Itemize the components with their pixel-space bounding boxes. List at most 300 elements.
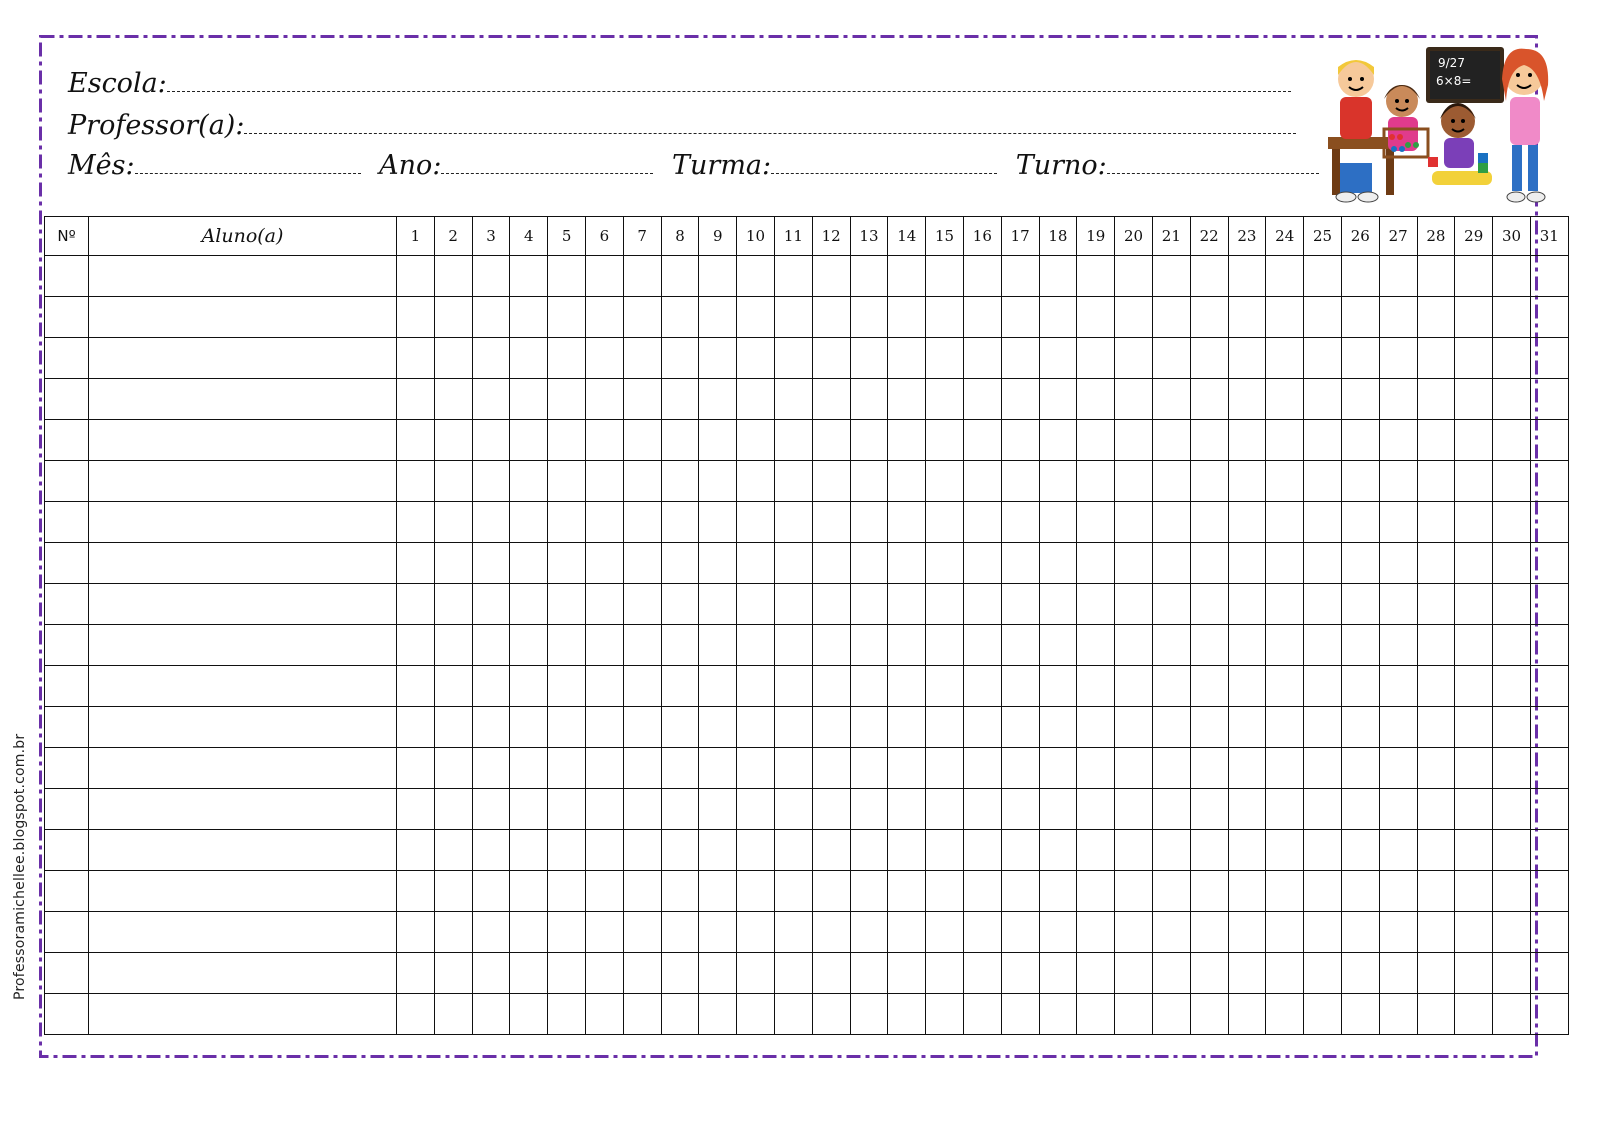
attendance-cell[interactable] <box>1190 420 1228 461</box>
attendance-cell[interactable] <box>1228 502 1266 543</box>
attendance-cell[interactable] <box>1077 543 1115 584</box>
attendance-cell[interactable] <box>1077 625 1115 666</box>
student-name-cell[interactable] <box>89 748 397 789</box>
attendance-cell[interactable] <box>926 379 964 420</box>
number-cell[interactable] <box>45 420 89 461</box>
attendance-cell[interactable] <box>963 502 1001 543</box>
attendance-cell[interactable] <box>585 953 623 994</box>
attendance-cell[interactable] <box>1001 666 1039 707</box>
attendance-cell[interactable] <box>585 461 623 502</box>
attendance-cell[interactable] <box>812 953 850 994</box>
attendance-cell[interactable] <box>510 666 548 707</box>
attendance-cell[interactable] <box>1039 748 1077 789</box>
attendance-cell[interactable] <box>1304 502 1342 543</box>
attendance-cell[interactable] <box>1530 830 1568 871</box>
student-name-cell[interactable] <box>89 707 397 748</box>
attendance-cell[interactable] <box>1152 584 1190 625</box>
attendance-cell[interactable] <box>1493 256 1531 297</box>
attendance-cell[interactable] <box>1115 830 1153 871</box>
student-name-cell[interactable] <box>89 953 397 994</box>
attendance-cell[interactable] <box>812 707 850 748</box>
attendance-cell[interactable] <box>888 379 926 420</box>
number-cell[interactable] <box>45 871 89 912</box>
attendance-cell[interactable] <box>963 338 1001 379</box>
attendance-cell[interactable] <box>1379 379 1417 420</box>
attendance-cell[interactable] <box>1001 420 1039 461</box>
attendance-cell[interactable] <box>737 420 775 461</box>
attendance-cell[interactable] <box>1077 789 1115 830</box>
attendance-cell[interactable] <box>1304 256 1342 297</box>
attendance-cell[interactable] <box>1152 994 1190 1035</box>
attendance-cell[interactable] <box>1001 748 1039 789</box>
attendance-cell[interactable] <box>1152 543 1190 584</box>
attendance-cell[interactable] <box>1152 256 1190 297</box>
professor-field[interactable] <box>244 111 1296 134</box>
attendance-cell[interactable] <box>1152 707 1190 748</box>
attendance-cell[interactable] <box>1077 871 1115 912</box>
attendance-cell[interactable] <box>1115 625 1153 666</box>
attendance-cell[interactable] <box>1190 830 1228 871</box>
attendance-cell[interactable] <box>472 379 510 420</box>
attendance-cell[interactable] <box>1077 912 1115 953</box>
attendance-cell[interactable] <box>737 994 775 1035</box>
attendance-cell[interactable] <box>926 994 964 1035</box>
attendance-cell[interactable] <box>812 543 850 584</box>
attendance-cell[interactable] <box>623 625 661 666</box>
attendance-cell[interactable] <box>585 789 623 830</box>
attendance-cell[interactable] <box>1493 953 1531 994</box>
attendance-cell[interactable] <box>548 625 586 666</box>
attendance-cell[interactable] <box>661 461 699 502</box>
attendance-cell[interactable] <box>1417 707 1455 748</box>
attendance-cell[interactable] <box>1530 666 1568 707</box>
attendance-cell[interactable] <box>1417 830 1455 871</box>
attendance-cell[interactable] <box>1417 789 1455 830</box>
attendance-cell[interactable] <box>1152 871 1190 912</box>
turma-field[interactable] <box>771 151 997 174</box>
attendance-cell[interactable] <box>926 256 964 297</box>
attendance-cell[interactable] <box>1001 789 1039 830</box>
attendance-cell[interactable] <box>1039 502 1077 543</box>
attendance-cell[interactable] <box>548 994 586 1035</box>
attendance-cell[interactable] <box>472 912 510 953</box>
attendance-cell[interactable] <box>434 297 472 338</box>
attendance-cell[interactable] <box>1341 256 1379 297</box>
student-name-cell[interactable] <box>89 338 397 379</box>
attendance-cell[interactable] <box>1493 584 1531 625</box>
attendance-cell[interactable] <box>1228 256 1266 297</box>
attendance-cell[interactable] <box>1115 543 1153 584</box>
attendance-cell[interactable] <box>1266 994 1304 1035</box>
attendance-cell[interactable] <box>1190 625 1228 666</box>
attendance-cell[interactable] <box>1530 256 1568 297</box>
attendance-cell[interactable] <box>963 871 1001 912</box>
attendance-cell[interactable] <box>699 256 737 297</box>
attendance-cell[interactable] <box>434 256 472 297</box>
attendance-cell[interactable] <box>1379 666 1417 707</box>
attendance-cell[interactable] <box>926 953 964 994</box>
attendance-cell[interactable] <box>1379 625 1417 666</box>
attendance-cell[interactable] <box>774 379 812 420</box>
attendance-cell[interactable] <box>699 666 737 707</box>
attendance-cell[interactable] <box>1228 748 1266 789</box>
attendance-cell[interactable] <box>510 789 548 830</box>
attendance-cell[interactable] <box>1115 953 1153 994</box>
attendance-cell[interactable] <box>623 666 661 707</box>
attendance-cell[interactable] <box>1190 707 1228 748</box>
attendance-cell[interactable] <box>548 953 586 994</box>
attendance-cell[interactable] <box>774 256 812 297</box>
attendance-cell[interactable] <box>661 994 699 1035</box>
attendance-cell[interactable] <box>1304 666 1342 707</box>
attendance-cell[interactable] <box>510 420 548 461</box>
attendance-cell[interactable] <box>812 584 850 625</box>
attendance-cell[interactable] <box>774 994 812 1035</box>
student-name-cell[interactable] <box>89 543 397 584</box>
attendance-cell[interactable] <box>1115 420 1153 461</box>
attendance-cell[interactable] <box>1341 420 1379 461</box>
attendance-cell[interactable] <box>1152 830 1190 871</box>
attendance-cell[interactable] <box>1304 953 1342 994</box>
attendance-cell[interactable] <box>1266 789 1304 830</box>
attendance-cell[interactable] <box>472 625 510 666</box>
attendance-cell[interactable] <box>585 338 623 379</box>
attendance-cell[interactable] <box>1493 502 1531 543</box>
attendance-cell[interactable] <box>1077 338 1115 379</box>
attendance-cell[interactable] <box>1266 871 1304 912</box>
attendance-cell[interactable] <box>1190 994 1228 1035</box>
attendance-cell[interactable] <box>1379 420 1417 461</box>
attendance-cell[interactable] <box>1455 502 1493 543</box>
attendance-cell[interactable] <box>850 871 888 912</box>
attendance-cell[interactable] <box>1266 953 1304 994</box>
attendance-cell[interactable] <box>812 625 850 666</box>
attendance-cell[interactable] <box>1228 707 1266 748</box>
attendance-cell[interactable] <box>1152 912 1190 953</box>
attendance-cell[interactable] <box>1417 584 1455 625</box>
number-cell[interactable] <box>45 625 89 666</box>
attendance-cell[interactable] <box>397 625 435 666</box>
number-cell[interactable] <box>45 707 89 748</box>
attendance-cell[interactable] <box>397 994 435 1035</box>
student-name-cell[interactable] <box>89 379 397 420</box>
attendance-cell[interactable] <box>548 502 586 543</box>
attendance-cell[interactable] <box>1077 953 1115 994</box>
attendance-cell[interactable] <box>963 994 1001 1035</box>
attendance-cell[interactable] <box>434 420 472 461</box>
attendance-cell[interactable] <box>1266 666 1304 707</box>
attendance-cell[interactable] <box>585 912 623 953</box>
attendance-cell[interactable] <box>1266 707 1304 748</box>
attendance-cell[interactable] <box>510 953 548 994</box>
attendance-cell[interactable] <box>1417 379 1455 420</box>
attendance-cell[interactable] <box>1417 297 1455 338</box>
attendance-cell[interactable] <box>548 748 586 789</box>
attendance-cell[interactable] <box>963 912 1001 953</box>
attendance-cell[interactable] <box>1152 625 1190 666</box>
attendance-cell[interactable] <box>1341 543 1379 584</box>
attendance-cell[interactable] <box>510 707 548 748</box>
attendance-cell[interactable] <box>1493 748 1531 789</box>
attendance-cell[interactable] <box>585 379 623 420</box>
attendance-cell[interactable] <box>1266 461 1304 502</box>
attendance-cell[interactable] <box>1379 707 1417 748</box>
attendance-cell[interactable] <box>1001 461 1039 502</box>
attendance-cell[interactable] <box>623 994 661 1035</box>
attendance-cell[interactable] <box>397 297 435 338</box>
attendance-cell[interactable] <box>623 584 661 625</box>
attendance-cell[interactable] <box>1341 707 1379 748</box>
attendance-cell[interactable] <box>1001 830 1039 871</box>
attendance-cell[interactable] <box>1304 789 1342 830</box>
attendance-cell[interactable] <box>1455 994 1493 1035</box>
attendance-cell[interactable] <box>1115 297 1153 338</box>
attendance-cell[interactable] <box>699 953 737 994</box>
attendance-cell[interactable] <box>1417 338 1455 379</box>
attendance-cell[interactable] <box>774 625 812 666</box>
attendance-cell[interactable] <box>623 338 661 379</box>
student-name-cell[interactable] <box>89 912 397 953</box>
attendance-cell[interactable] <box>434 584 472 625</box>
attendance-cell[interactable] <box>1417 420 1455 461</box>
attendance-cell[interactable] <box>774 871 812 912</box>
attendance-cell[interactable] <box>510 625 548 666</box>
attendance-cell[interactable] <box>1077 707 1115 748</box>
attendance-cell[interactable] <box>1115 789 1153 830</box>
attendance-cell[interactable] <box>926 420 964 461</box>
attendance-cell[interactable] <box>963 707 1001 748</box>
student-name-cell[interactable] <box>89 297 397 338</box>
attendance-cell[interactable] <box>585 666 623 707</box>
attendance-cell[interactable] <box>397 379 435 420</box>
attendance-cell[interactable] <box>472 666 510 707</box>
attendance-cell[interactable] <box>1266 256 1304 297</box>
attendance-cell[interactable] <box>699 748 737 789</box>
attendance-cell[interactable] <box>699 379 737 420</box>
attendance-cell[interactable] <box>888 912 926 953</box>
attendance-cell[interactable] <box>1379 461 1417 502</box>
attendance-cell[interactable] <box>434 543 472 584</box>
attendance-cell[interactable] <box>434 625 472 666</box>
attendance-cell[interactable] <box>926 461 964 502</box>
attendance-cell[interactable] <box>1115 994 1153 1035</box>
attendance-cell[interactable] <box>397 502 435 543</box>
attendance-cell[interactable] <box>585 502 623 543</box>
attendance-cell[interactable] <box>737 461 775 502</box>
attendance-cell[interactable] <box>699 420 737 461</box>
attendance-cell[interactable] <box>1417 543 1455 584</box>
attendance-cell[interactable] <box>1493 994 1531 1035</box>
attendance-cell[interactable] <box>1379 297 1417 338</box>
attendance-cell[interactable] <box>510 748 548 789</box>
attendance-cell[interactable] <box>1417 625 1455 666</box>
attendance-cell[interactable] <box>397 871 435 912</box>
attendance-cell[interactable] <box>1115 912 1153 953</box>
attendance-cell[interactable] <box>1341 953 1379 994</box>
attendance-cell[interactable] <box>699 707 737 748</box>
attendance-cell[interactable] <box>661 625 699 666</box>
attendance-cell[interactable] <box>472 789 510 830</box>
attendance-cell[interactable] <box>472 707 510 748</box>
attendance-cell[interactable] <box>1115 666 1153 707</box>
attendance-cell[interactable] <box>774 953 812 994</box>
attendance-cell[interactable] <box>850 625 888 666</box>
attendance-cell[interactable] <box>1530 584 1568 625</box>
attendance-cell[interactable] <box>1341 912 1379 953</box>
attendance-cell[interactable] <box>1417 871 1455 912</box>
attendance-cell[interactable] <box>1190 789 1228 830</box>
attendance-cell[interactable] <box>1190 953 1228 994</box>
attendance-cell[interactable] <box>585 748 623 789</box>
attendance-cell[interactable] <box>1493 297 1531 338</box>
escola-field[interactable] <box>167 69 1291 92</box>
attendance-cell[interactable] <box>888 256 926 297</box>
attendance-cell[interactable] <box>1341 830 1379 871</box>
attendance-cell[interactable] <box>1304 912 1342 953</box>
attendance-cell[interactable] <box>1341 338 1379 379</box>
attendance-cell[interactable] <box>1228 953 1266 994</box>
attendance-cell[interactable] <box>1493 789 1531 830</box>
attendance-cell[interactable] <box>472 297 510 338</box>
attendance-cell[interactable] <box>1115 338 1153 379</box>
number-cell[interactable] <box>45 379 89 420</box>
attendance-cell[interactable] <box>1077 420 1115 461</box>
attendance-cell[interactable] <box>1001 707 1039 748</box>
attendance-cell[interactable] <box>1077 666 1115 707</box>
attendance-cell[interactable] <box>1493 543 1531 584</box>
attendance-cell[interactable] <box>774 707 812 748</box>
attendance-cell[interactable] <box>1455 830 1493 871</box>
attendance-cell[interactable] <box>661 789 699 830</box>
attendance-cell[interactable] <box>1039 379 1077 420</box>
attendance-cell[interactable] <box>1379 871 1417 912</box>
attendance-cell[interactable] <box>1039 871 1077 912</box>
attendance-cell[interactable] <box>397 748 435 789</box>
attendance-cell[interactable] <box>1039 994 1077 1035</box>
attendance-cell[interactable] <box>850 748 888 789</box>
attendance-cell[interactable] <box>1077 994 1115 1035</box>
attendance-cell[interactable] <box>1455 871 1493 912</box>
attendance-cell[interactable] <box>850 543 888 584</box>
attendance-cell[interactable] <box>926 871 964 912</box>
attendance-cell[interactable] <box>888 789 926 830</box>
attendance-cell[interactable] <box>585 625 623 666</box>
attendance-cell[interactable] <box>812 830 850 871</box>
attendance-cell[interactable] <box>472 461 510 502</box>
student-name-cell[interactable] <box>89 502 397 543</box>
attendance-cell[interactable] <box>1304 379 1342 420</box>
attendance-cell[interactable] <box>623 707 661 748</box>
attendance-cell[interactable] <box>1190 584 1228 625</box>
attendance-cell[interactable] <box>926 297 964 338</box>
attendance-cell[interactable] <box>1190 461 1228 502</box>
attendance-cell[interactable] <box>623 543 661 584</box>
attendance-cell[interactable] <box>1379 994 1417 1035</box>
attendance-cell[interactable] <box>397 256 435 297</box>
attendance-cell[interactable] <box>1077 256 1115 297</box>
attendance-cell[interactable] <box>1039 297 1077 338</box>
attendance-cell[interactable] <box>1266 297 1304 338</box>
number-cell[interactable] <box>45 994 89 1035</box>
attendance-cell[interactable] <box>963 543 1001 584</box>
attendance-cell[interactable] <box>397 584 435 625</box>
attendance-cell[interactable] <box>1152 379 1190 420</box>
attendance-cell[interactable] <box>623 502 661 543</box>
attendance-cell[interactable] <box>661 297 699 338</box>
attendance-cell[interactable] <box>699 461 737 502</box>
attendance-cell[interactable] <box>397 953 435 994</box>
attendance-cell[interactable] <box>1077 748 1115 789</box>
attendance-cell[interactable] <box>1341 584 1379 625</box>
attendance-cell[interactable] <box>1341 666 1379 707</box>
attendance-cell[interactable] <box>1152 666 1190 707</box>
number-cell[interactable] <box>45 912 89 953</box>
attendance-cell[interactable] <box>1190 338 1228 379</box>
attendance-cell[interactable] <box>1341 625 1379 666</box>
attendance-cell[interactable] <box>585 420 623 461</box>
attendance-cell[interactable] <box>1077 502 1115 543</box>
attendance-cell[interactable] <box>1266 379 1304 420</box>
attendance-cell[interactable] <box>623 748 661 789</box>
attendance-cell[interactable] <box>926 502 964 543</box>
attendance-cell[interactable] <box>661 748 699 789</box>
attendance-cell[interactable] <box>1530 994 1568 1035</box>
attendance-cell[interactable] <box>926 830 964 871</box>
number-cell[interactable] <box>45 297 89 338</box>
number-cell[interactable] <box>45 953 89 994</box>
attendance-cell[interactable] <box>1455 666 1493 707</box>
attendance-cell[interactable] <box>472 543 510 584</box>
attendance-cell[interactable] <box>1530 707 1568 748</box>
attendance-cell[interactable] <box>1115 256 1153 297</box>
attendance-cell[interactable] <box>1304 707 1342 748</box>
attendance-cell[interactable] <box>397 461 435 502</box>
attendance-cell[interactable] <box>737 748 775 789</box>
attendance-cell[interactable] <box>472 256 510 297</box>
attendance-cell[interactable] <box>1304 461 1342 502</box>
attendance-cell[interactable] <box>1493 830 1531 871</box>
attendance-cell[interactable] <box>510 994 548 1035</box>
attendance-cell[interactable] <box>774 297 812 338</box>
attendance-cell[interactable] <box>1039 666 1077 707</box>
attendance-cell[interactable] <box>472 584 510 625</box>
attendance-cell[interactable] <box>774 912 812 953</box>
attendance-cell[interactable] <box>1266 502 1304 543</box>
attendance-cell[interactable] <box>1001 994 1039 1035</box>
attendance-cell[interactable] <box>926 543 964 584</box>
attendance-cell[interactable] <box>963 748 1001 789</box>
attendance-cell[interactable] <box>963 584 1001 625</box>
attendance-cell[interactable] <box>472 748 510 789</box>
attendance-cell[interactable] <box>812 461 850 502</box>
attendance-cell[interactable] <box>812 256 850 297</box>
attendance-cell[interactable] <box>774 543 812 584</box>
attendance-cell[interactable] <box>1493 338 1531 379</box>
attendance-cell[interactable] <box>1077 379 1115 420</box>
attendance-cell[interactable] <box>585 707 623 748</box>
attendance-cell[interactable] <box>1039 543 1077 584</box>
attendance-cell[interactable] <box>737 338 775 379</box>
attendance-cell[interactable] <box>1001 379 1039 420</box>
attendance-cell[interactable] <box>585 297 623 338</box>
attendance-cell[interactable] <box>963 953 1001 994</box>
attendance-cell[interactable] <box>510 461 548 502</box>
number-cell[interactable] <box>45 338 89 379</box>
attendance-cell[interactable] <box>926 584 964 625</box>
attendance-cell[interactable] <box>812 748 850 789</box>
attendance-cell[interactable] <box>926 625 964 666</box>
attendance-cell[interactable] <box>737 871 775 912</box>
